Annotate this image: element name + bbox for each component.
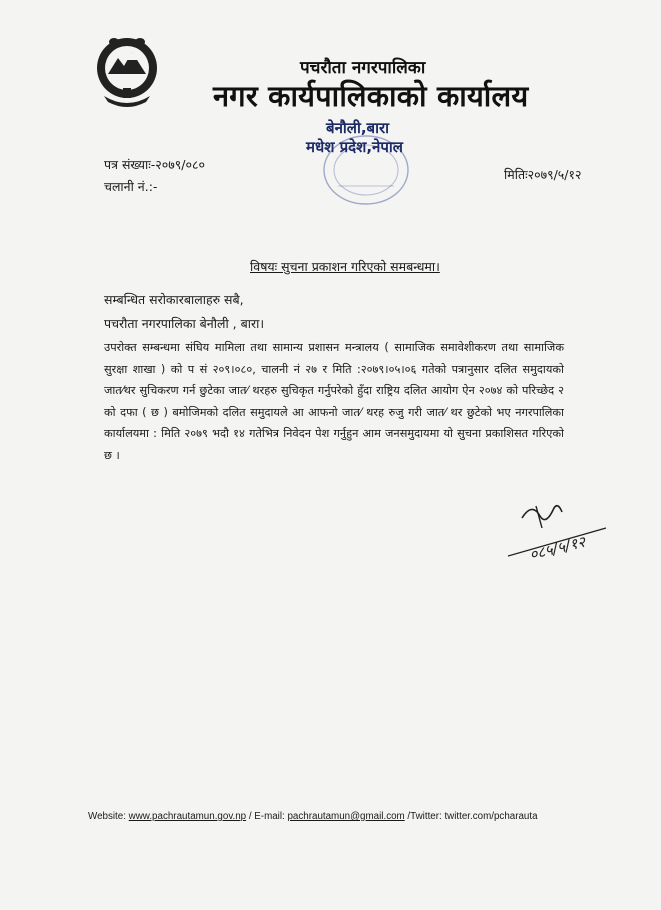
municipality-name: पचरौता नगरपालिका [300, 58, 426, 78]
handwritten-signature-icon [502, 498, 614, 566]
letter-body: उपरोक्त सम्बन्धमा संघिय मामिला तथा सामान्य प्रशासन मन्त्रालय ( सामाजिक समावेशीकरण तथा सामाजिक सुरक्षा शाखा ) को प सं २०९।०८०, चालनी नं २७ र मिति :२०७९।०५।०६ गतेको पत्रानुसार दलित समुदायको जात⁄थर सुचिकरण गर्न छुटेका जात⁄ थरहरु सुचिकृत गर्नुपरेको हुँदा राष्ट्रिय दलित आयोग ऐन २०७४ को परिच्छेद २ को दफा ( छ ) बमोजिमको दलित समुदायले आ आफनो जात⁄ थरह रुजु गरी जात⁄ थर छुटेको भए नगरपालिका कार्यालयमा : मिति २०७९ भदौ १४ गतेभित्र निवेदन पेश गर्नुहुन आम जनसमुदायमा यो सुचना प्रकाशिसत गरिएको छ । [104, 341, 564, 462]
letter-number: पत्र संख्याः-२०७९/०८० [104, 157, 205, 172]
signature-date: ०८५/५/१२ [527, 532, 588, 564]
footer-website-link[interactable]: www.pachrautamun.gov.np [128, 811, 247, 822]
address-city: बेनौली,बारा [326, 119, 389, 137]
footer-twitter: /Twitter: twitter.com/pcharauta [404, 811, 538, 822]
dispatch-number: चलानी नं.:- [104, 179, 158, 194]
office-title: नगर कार्यपालिकाको कार्यालय [213, 79, 529, 113]
subject-line: विषयः सुचना प्रकाशन गरिएको समबन्धमा। [250, 259, 440, 274]
letter-date: मितिः२०७९/५/१२ [504, 167, 582, 182]
footer-email-link[interactable]: pachrautamun@gmail.com [287, 811, 405, 822]
footer-email-label: / E-mail: [246, 811, 288, 822]
footer-website-label: Website: [88, 811, 129, 822]
recipient-line-2: पचरौता नगरपालिका बेनौली , बारा। [104, 316, 265, 331]
footer [88, 811, 538, 822]
address-province: मधेश प्रदेश,नेपाल [306, 138, 403, 156]
recipient-line-1: सम्बन्धित सरोकारबालाहरु सबै, [104, 292, 244, 307]
nepal-emblem-icon [94, 30, 160, 112]
